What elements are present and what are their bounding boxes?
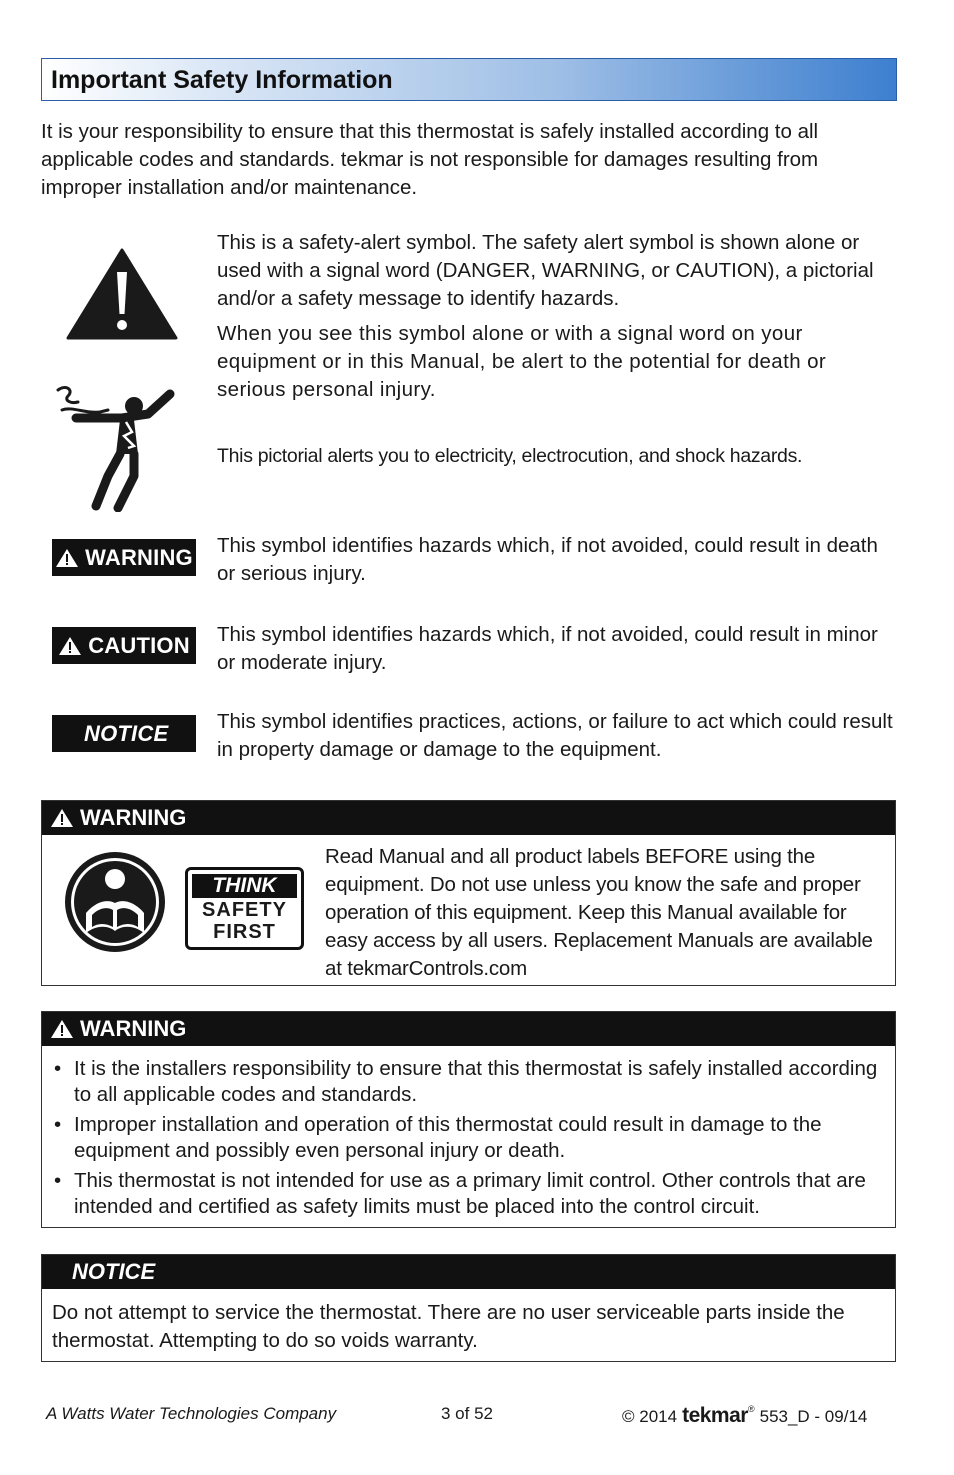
read-manual-icon [62,849,168,955]
warning-panel-read-manual [41,800,896,986]
notice-panel-label: NOTICE [72,1259,156,1284]
copyright-year: © 2014 [622,1407,678,1426]
electric-shock-icon [52,384,178,512]
caution-signal-label [52,627,196,664]
notice-label-text: NOTICE [84,720,169,746]
list-item: • Improper installation and operation of this thermostat could result in damage to the equipment and possibly even personal injury or death. [52,1112,885,1164]
warning-triangle-icon [50,1019,74,1039]
notice-panel-header [42,1255,895,1289]
warning-bullet-list [42,1046,895,1232]
notice-panel [41,1254,896,1362]
warning-triangle-icon [55,548,79,568]
section-header [41,58,897,101]
notice-panel-text: Do not attempt to service the thermostat. There are no user serviceable parts inside the thermostat. Attempting to do so voids warranty. [52,1301,845,1352]
warning-panel-installation [41,1011,896,1228]
tekmar-logo: tekmar [682,1404,748,1427]
warning-triangle-icon [58,636,82,656]
registered-mark: ® [747,1404,755,1414]
warning-panel-label: WARNING [80,805,187,830]
read-manual-text: Read Manual and all product labels BEFORE using the equipment. Do not use unless you know the safe and proper operation of this equipment. Keep this Manual available for easy access by all users. Replacement Manuals are available at tekmarControls.com [325,845,873,980]
warning-panel-label: WARNING [80,1016,187,1041]
footer-copyright [622,1404,867,1428]
alert-symbol-description: This is a safety-alert symbol. The safety alert symbol is shown alone or used with a signal word (DANGER, WARNING, or CAUTION), a pictorial and/or a safety message to identify hazards. [217,231,874,310]
warning-panel-header [42,801,895,835]
caution-description: This symbol identifies hazards which, if not avoided, could result in minor or moderate injury. [217,623,878,674]
list-item: • This thermostat is not intended for use as a primary limit control. Other controls that are intended and certified as safety limits must be placed into the control circuit. [52,1168,885,1220]
think-safety-first-badge [185,867,304,950]
caution-label-text: CAUTION [88,632,190,658]
safety-alert-icon [66,248,178,340]
list-item: • It is the installers responsibility to ensure that this thermostat is safely installed according to all applicable codes and standards. [52,1056,885,1108]
electric-hazard-description: This pictorial alerts you to electricity, electrocution, and shock hazards. [217,445,803,467]
warning-panel-header [42,1012,895,1046]
warning-signal-label [52,539,196,576]
alert-symbol-warning-text: When you see this symbol alone or with a signal word on your equipment or in this Manual, be alert to the potential for death or serious personal injury. [217,322,827,401]
section-title: Important Safety Information [51,66,393,94]
document-id: 553_D - 09/14 [759,1407,868,1426]
page-number: 3 of 52 [441,1404,493,1423]
intro-paragraph: It is your responsibility to ensure that this thermostat is safely installed according to all applicable codes and standards. tekmar is not responsible for damages resulting from improper installation and/or maintenance. [41,120,819,199]
notice-signal-label [52,715,196,752]
warning-label-text: WARNING [85,544,193,570]
notice-description: This symbol identifies practices, actions, or failure to act which could result in property damage or damage to the equipment. [217,710,893,761]
footer-company: A Watts Water Technologies Company [46,1404,337,1423]
warning-description: This symbol identifies hazards which, if not avoided, could result in death or serious injury. [217,534,878,585]
badge-line-1: THINK [192,874,297,898]
warning-triangle-icon [50,808,74,828]
badge-line-3: FIRST [213,921,276,943]
badge-line-2: SAFETY [202,899,287,921]
